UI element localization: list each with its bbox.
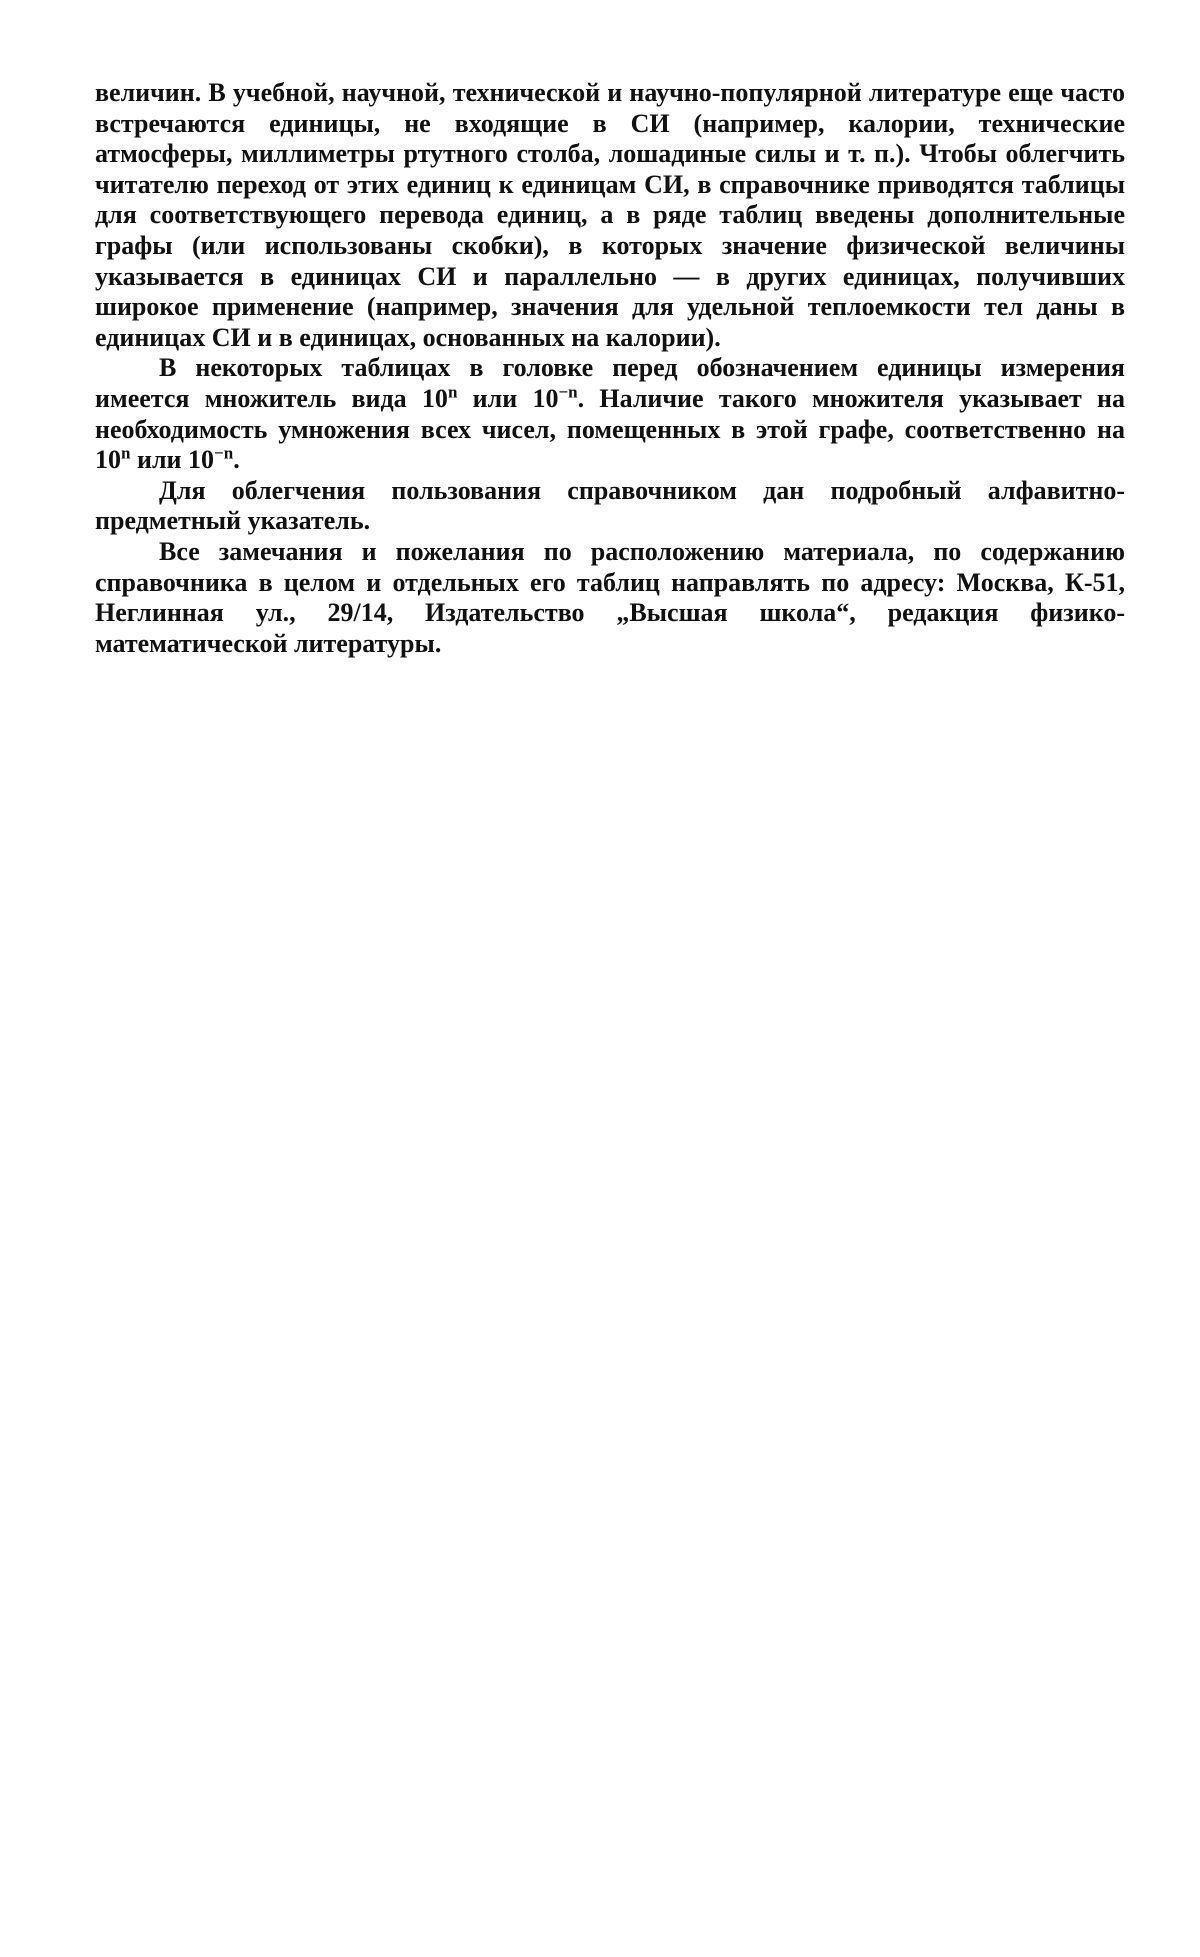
- paragraph-2-text-d: или 10: [130, 445, 215, 475]
- document-page: [95, 78, 1125, 659]
- exponent-minus-n-2: −n: [214, 443, 234, 463]
- paragraph-2: [95, 353, 1125, 475]
- exponent-n-1: n: [447, 382, 458, 402]
- paragraph-3: Для облегчения пользования справочником дан подробный алфавитно-предметный указатель.: [95, 475, 1125, 536]
- paragraph-2-text-c: . Наличие такого множителя указывает на необходимость умножения всех чисел, помещенных в этой графе, соответственно на 10: [95, 383, 1125, 475]
- exponent-n-2: n: [121, 443, 131, 463]
- paragraph-4: Все замечания и пожелания по расположению материала, по содержанию справочника в целом и отдельных его таблиц направлять по адресу: Москва, К-51, Неглинная ул., 29/14, Издательство „Высшая школа“, редакция физико-математической литературы.: [95, 536, 1125, 658]
- paragraph-2-text-b: или 10: [457, 383, 559, 413]
- paragraph-2-text-a: В некоторых таблицах в головке перед обозначением единицы измерения имеется множитель вида 10: [95, 353, 1125, 413]
- exponent-minus-n-1: −n: [558, 382, 578, 402]
- paragraph-2-text-e: .: [233, 445, 240, 475]
- paragraph-1: величин. В учебной, научной, технической и научно-популярной литературе еще часто встречаются единицы, не входящие в СИ (например, калории, технические атмосферы, миллиметры ртутного столба, лошадиные силы и т. п.). Чтобы облегчить читателю переход от этих единиц к единицам СИ, в справочнике приводятся таблицы для соответствующего перевода единиц, а в ряде таблиц введены дополнительные графы (или использованы скобки), в которых значение физической величины указывается в единицах СИ и параллельно — в других единицах, получивших широкое применение (например, значения для удельной теплоемкости тел даны в единицах СИ и в единицах, основанных на калории).: [95, 78, 1125, 352]
